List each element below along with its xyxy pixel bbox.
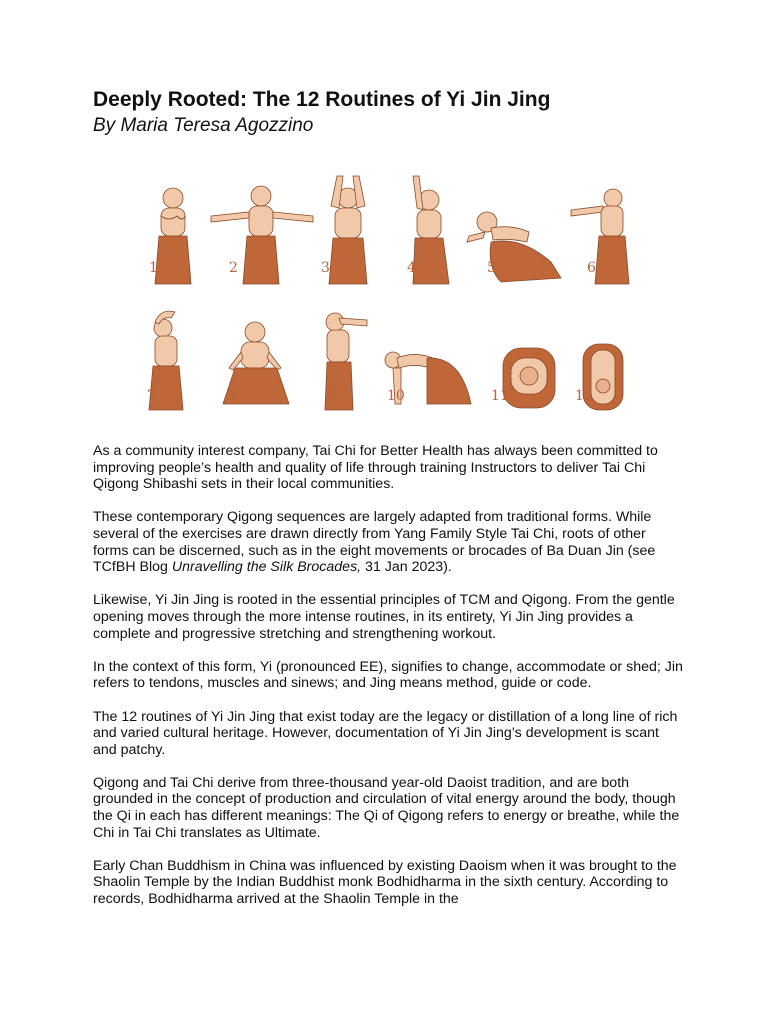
figure-routine-3 <box>329 176 367 284</box>
paragraph-4: In the context of this form, Yi (pronounced EE), signifies to change, accommodate or shed; Jin refers to tendons, muscles and sinews; and Jing means method, guide or code. <box>93 658 683 692</box>
routines-figure-svg <box>131 172 631 422</box>
paragraph-5: The 12 routines of Yi Jin Jing that exist today are the legacy or distillation of a long line of rich and varied cultural heritage. However, documentation of Yi Jin Jing’s development is scant and patchy. <box>93 708 678 758</box>
blog-reference-title: Unravelling the Silk Brocades, <box>171 559 362 576</box>
routine-number-11: 11 <box>491 388 509 404</box>
figure-routine-2 <box>211 186 313 284</box>
routine-number-2: 2 <box>229 260 238 276</box>
routine-number-6: 6 <box>587 260 596 276</box>
figure-routine-4 <box>413 176 449 284</box>
paragraph-2-text-b: 31 Jan 2023). <box>361 559 452 576</box>
paragraph-2-text-a: These contemporary Qigong sequences are largely adapted from traditional forms. While several of the exercises are drawn directly from Yang Family Style Tai Chi, roots of other forms can be discerned, such as in the eight movements or brocades of Ba Duan Jin (see TCfBH Blog <box>93 509 656 576</box>
article-body <box>93 443 683 924</box>
figure-routine-1 <box>155 188 191 284</box>
routine-number-4: 4 <box>407 260 416 276</box>
routine-number-12: 12 <box>575 388 593 404</box>
routine-number-5: 5 <box>487 260 496 276</box>
routines-illustration <box>131 172 631 422</box>
routine-number-3: 3 <box>321 260 330 276</box>
figure-routine-6 <box>571 189 629 284</box>
routine-number-9: 9 <box>327 388 336 404</box>
routine-number-1: 1 <box>149 260 158 276</box>
article-byline: By Maria Teresa Agozzino <box>93 115 314 136</box>
paragraph-2 <box>93 509 683 575</box>
article-title: Deeply Rooted: The 12 Routines of Yi Jin Jing <box>93 88 551 111</box>
figure-routine-11 <box>503 348 555 408</box>
figure-routine-5 <box>467 212 561 282</box>
article-header <box>93 86 683 422</box>
paragraph-7: Early Chan Buddhism in China was influenced by existing Daoism when it was brought to the Shaolin Temple by the Indian Buddhist monk Bodhidharma in the sixth century. According to records, Bodhidharma arrived at the Shaolin Temple in the <box>93 857 677 908</box>
routine-number-10: 10 <box>387 388 405 404</box>
routine-number-8: 8 <box>227 388 236 404</box>
routine-number-7: 7 <box>147 388 156 404</box>
paragraph-1: As a community interest company, Tai Chi for Better Health has always been committed to improving people’s health and quality of life through training Instructors to deliver Tai Chi Qigong Shibashi sets in their local communities. <box>93 443 658 493</box>
paragraph-3: Likewise, Yi Jin Jing is rooted in the essential principles of TCM and Qigong. From the gentle opening moves through the more intense routines, in its entirety, Yi Jin Jing provides a complete and progressive stretching and strengthening workout. <box>93 592 675 642</box>
paragraph-6: Qigong and Tai Chi derive from three-thousand year-old Daoist tradition, and are both grounded in the concept of production and circulation of vital energy around the body, though the Qi in each has different meanings: The Qi of Qigong refers to energy or breathe, while the Chi in Tai Chi translates as Ultimate. <box>93 774 680 841</box>
